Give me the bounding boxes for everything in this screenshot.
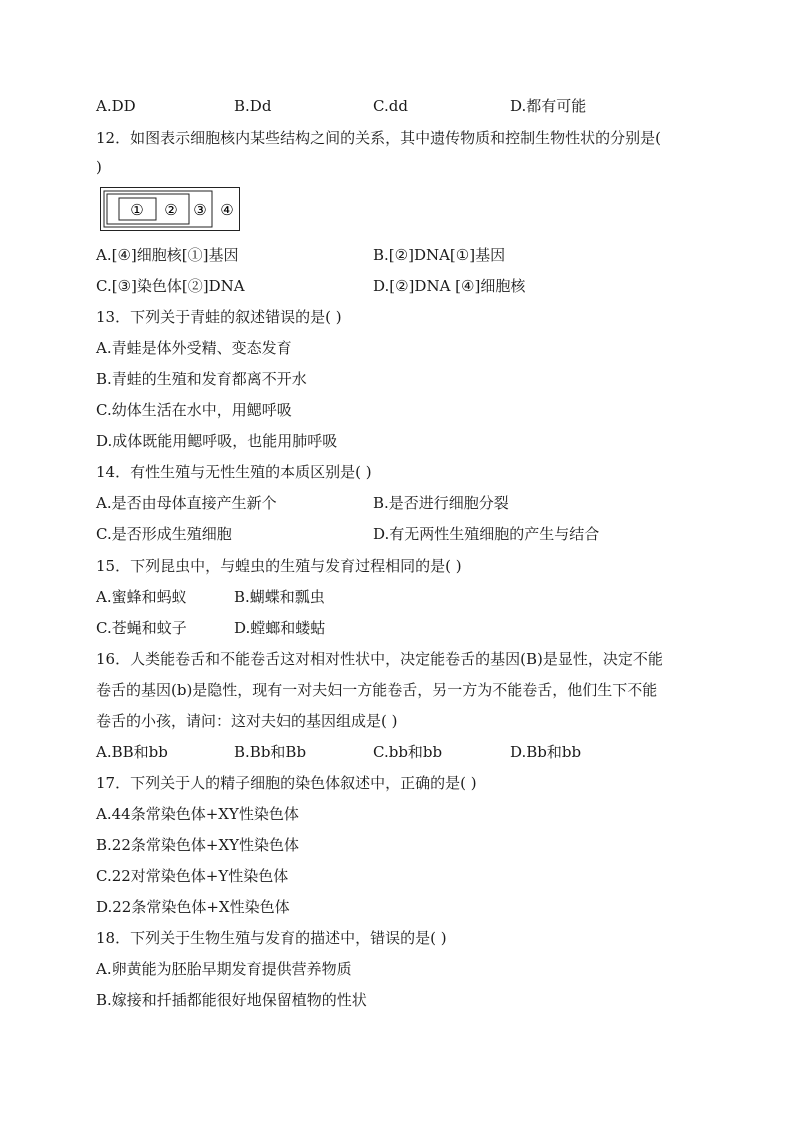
q16-stem-cont-1: 卷舌的基因(b)是隐性，现有一对夫妇一方能卷舌，另一方为不能卷舌，他们生下不能 xyxy=(96,681,658,699)
q11-option-d[interactable]: D.都有可能 xyxy=(510,97,587,115)
q13-option-c[interactable]: C.幼体生活在水中，用鳃呼吸 xyxy=(96,401,292,419)
q15-option-a[interactable]: A.蜜蜂和蚂蚁 xyxy=(96,588,187,606)
q12-option-a[interactable]: A.[④]细胞核[①]基因 xyxy=(96,246,239,264)
q18-option-b[interactable]: B.嫁接和扦插都能很好地保留植物的性状 xyxy=(96,991,367,1009)
diagram-label-3: ③ xyxy=(193,201,207,219)
diagram-label-1: ① xyxy=(130,201,144,219)
q17-stem: 17．下列关于人的精子细胞的染色体叙述中，正确的是( ) xyxy=(96,774,477,792)
q17-option-b[interactable]: B.22条常染色体+XY性染色体 xyxy=(96,836,300,854)
q16-option-c[interactable]: C.bb和bb xyxy=(373,743,443,761)
q17-option-d[interactable]: D.22条常染色体+X性染色体 xyxy=(96,898,290,916)
q12-stem: 12．如图表示细胞核内某些结构之间的关系，其中遗传物质和控制生物性状的分别是( xyxy=(96,129,661,147)
q15-stem: 15．下列昆虫中，与蝗虫的生殖与发育过程相同的是( ) xyxy=(96,557,462,575)
q11-option-c[interactable]: C.dd xyxy=(373,97,408,115)
q17-option-a[interactable]: A.44条常染色体+XY性染色体 xyxy=(96,805,299,823)
q11-option-b[interactable]: B.Dd xyxy=(234,97,272,115)
q18-stem: 18．下列关于生物生殖与发育的描述中，错误的是( ) xyxy=(96,929,447,947)
q13-option-d[interactable]: D.成体既能用鳃呼吸，也能用肺呼吸 xyxy=(96,432,338,450)
q17-option-c[interactable]: C.22对常染色体+Y性染色体 xyxy=(96,867,289,885)
q13-stem: 13．下列关于青蛙的叙述错误的是( ) xyxy=(96,308,342,326)
q13-option-a[interactable]: A.青蛙是体外受精、变态发育 xyxy=(96,339,292,357)
q14-option-b[interactable]: B.是否进行细胞分裂 xyxy=(373,494,509,512)
q14-option-a[interactable]: A.是否由母体直接产生新个 xyxy=(96,494,277,512)
q15-option-c[interactable]: C.苍蝇和蚊子 xyxy=(96,619,187,637)
diagram-label-4: ④ xyxy=(220,201,234,219)
q18-option-a[interactable]: A.卵黄能为胚胎早期发育提供营养物质 xyxy=(96,960,352,978)
q12-stem-cont: ) xyxy=(96,158,102,176)
q14-option-c[interactable]: C.是否形成生殖细胞 xyxy=(96,525,232,543)
q13-option-b[interactable]: B.青蛙的生殖和发育都离不开水 xyxy=(96,370,307,388)
q16-stem-cont-2: 卷舌的小孩，请问：这对夫妇的基因组成是( ) xyxy=(96,712,398,730)
diagram-label-2: ② xyxy=(164,201,178,219)
q14-stem: 14．有性生殖与无性生殖的本质区别是( ) xyxy=(96,463,372,481)
q15-option-d[interactable]: D.螳螂和蝼蛄 xyxy=(234,619,326,637)
q12-option-b[interactable]: B.[②]DNA[①]基因 xyxy=(373,246,506,264)
q16-stem: 16．人类能卷舌和不能卷舌这对相对性状中，决定能卷舌的基因(B)是显性，决定不能 xyxy=(96,650,663,668)
q12-option-d[interactable]: D.[②]DNA [④]细胞核 xyxy=(373,277,526,295)
q16-option-b[interactable]: B.Bb和Bb xyxy=(234,743,307,761)
q15-option-b[interactable]: B.蝴蝶和瓢虫 xyxy=(234,588,325,606)
q11-option-a[interactable]: A.DD xyxy=(96,97,136,115)
q16-option-d[interactable]: D.Bb和bb xyxy=(510,743,582,761)
nucleus-structure-diagram xyxy=(100,187,240,231)
q12-option-c[interactable]: C.[③]染色体[②]DNA xyxy=(96,277,245,295)
q14-option-d[interactable]: D.有无两性生殖细胞的产生与结合 xyxy=(373,525,600,543)
q16-option-a[interactable]: A.BB和bb xyxy=(96,743,168,761)
